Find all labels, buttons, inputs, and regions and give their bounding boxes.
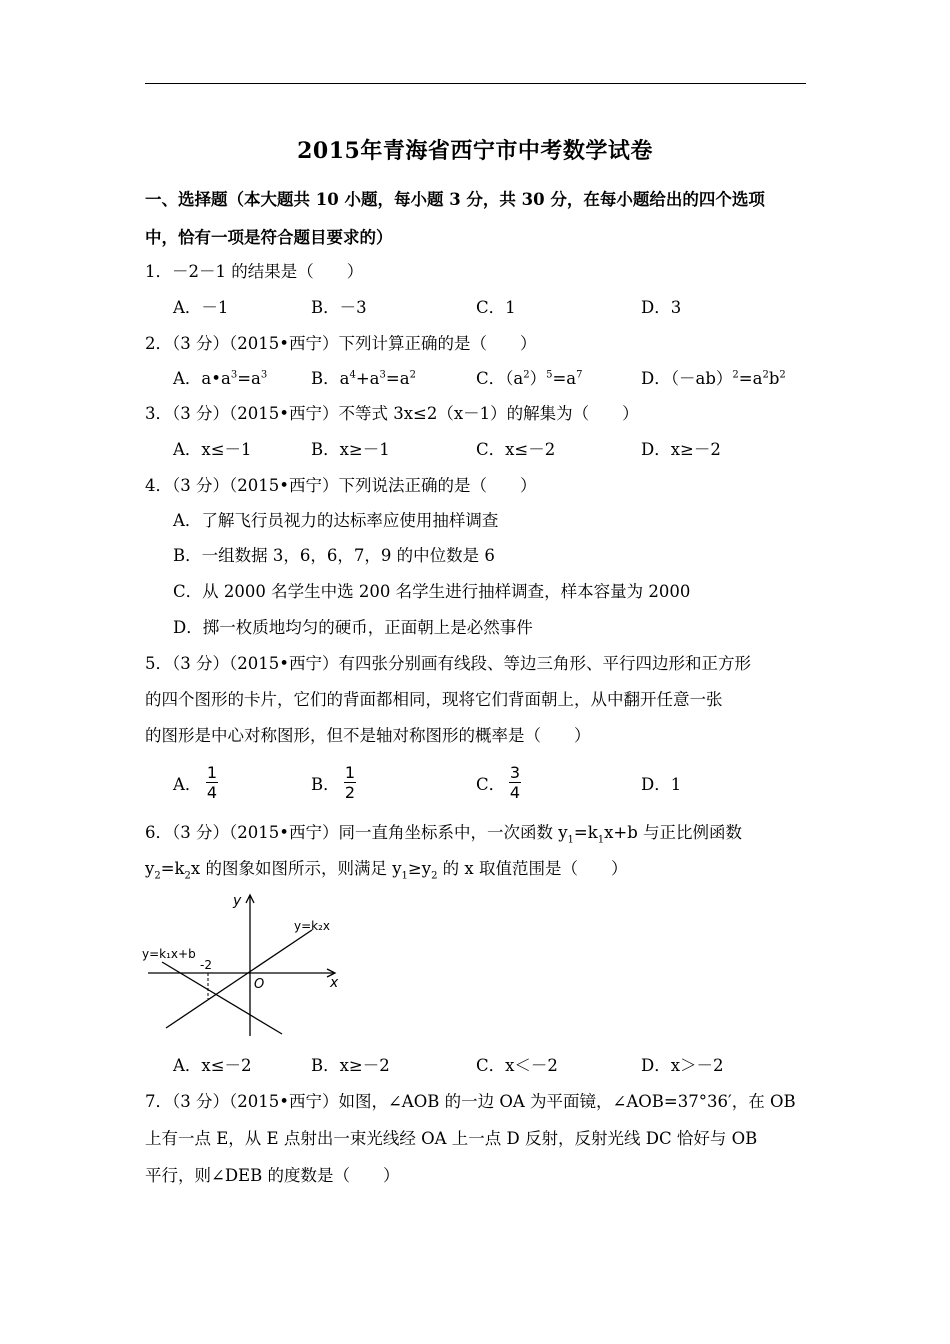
question-6-option-a: A．x≤－2 xyxy=(173,1056,252,1075)
question-4-option-c: C．从 2000 名学生中选 200 名学生进行抽样调查，样本容量为 2000 xyxy=(173,582,691,601)
question-4-option-a: A．了解飞行员视力的达标率应使用抽样调查 xyxy=(173,511,499,530)
neg2-label: -2 xyxy=(200,958,212,972)
question-3-stem: 3．（3 分）（2015•西宁）不等式 3x≤2（x－1）的解集为（ ） xyxy=(145,404,639,423)
question-6-option-d: D．x＞－2 xyxy=(641,1056,724,1075)
line-y2-k2x xyxy=(166,930,312,1028)
question-1-option-a: A．－1 xyxy=(173,298,229,317)
question-2-option-b: B．$a^4+a^3=a^2$ xyxy=(311,369,416,388)
question-7-line-3: 平行，则∠DEB 的度数是（ ） xyxy=(145,1166,400,1185)
question-6-line-1: 6．（3 分）（2015•西宁）同一直角坐标系中，一次函数 $y_1=k_1x+b$ 与正比例函数 xyxy=(145,823,743,846)
question-1-option-c: C．1 xyxy=(476,298,516,317)
question-5-option-a-fraction: 1 4 xyxy=(206,763,218,802)
question-4-option-d: D．掷一枚质地均匀的硬币，正面朝上是必然事件 xyxy=(173,618,533,637)
question-5-option-d: D．1 xyxy=(641,775,682,794)
question-6-line-2: $y_2=k_2x$ 的图象如图所示，则满足 $y_1\ge y_2$ 的 x 取值范围是（ ） xyxy=(145,859,628,882)
question-3-option-a: A．x≤－1 xyxy=(173,440,252,459)
line-y2-label: y=k₂x xyxy=(294,919,331,933)
question-5-line-2: 的四个图形的卡片，它们的背面都相同，现将它们背面朝上，从中翻开任意一张 xyxy=(145,690,723,709)
question-3-option-b: B．x≥－1 xyxy=(311,440,390,459)
page-title: 2015年青海省西宁市中考数学试卷 xyxy=(297,138,653,164)
question-2-stem: 2．（3 分）（2015•西宁）下列计算正确的是（ ） xyxy=(145,334,537,353)
question-5-option-b-fraction: 1 2 xyxy=(344,763,356,802)
question-7-line-1: 7．（3 分）（2015•西宁）如图，∠AOB 的一边 OA 为平面镜，∠AOB=37°36′，在 OB xyxy=(145,1092,796,1111)
question-3-option-d: D．x≥－2 xyxy=(641,440,721,459)
x-axis-label: x xyxy=(330,975,339,991)
question-3-option-c: C．x≤－2 xyxy=(476,440,556,459)
question-5-option-a-label: A． xyxy=(173,775,202,794)
question-5-line-1: 5．（3 分）（2015•西宁）有四张分别画有线段、等边三角形、平行四边形和正方形 xyxy=(145,654,751,673)
line-y1-label: y=k₁x+b xyxy=(142,947,196,961)
question-2-option-c: C．$(a^2)^5=a^7$ xyxy=(476,369,583,388)
question-5-option-c-fraction: 3 4 xyxy=(509,763,521,802)
header-rule xyxy=(145,83,806,84)
section-header-line-2: 中，恰有一项是符合题目要求的） xyxy=(145,228,393,247)
question-1-option-b: B．－3 xyxy=(311,298,367,317)
question-1-stem: 1．－2－1 的结果是（ ） xyxy=(145,262,364,281)
question-6-option-c: C．x＜－2 xyxy=(476,1056,558,1075)
y-axis-label: y xyxy=(233,893,242,909)
question-2-option-d: D．$(-ab)^2=a^2b^2$ xyxy=(641,369,786,388)
question-5-option-b-label: B． xyxy=(311,775,340,794)
question-5-option-c-label: C． xyxy=(476,775,506,794)
origin-label: O xyxy=(254,977,265,992)
question-6-graph xyxy=(140,888,350,1038)
question-4-option-b: B．一组数据 3，6，6，7，9 的中位数是 6 xyxy=(173,546,495,565)
question-2-option-a: A．$a•a^3=a^3$ xyxy=(173,369,268,388)
question-4-stem: 4．（3 分）（2015•西宁）下列说法正确的是（ ） xyxy=(145,476,537,495)
question-1-option-d: D．3 xyxy=(641,298,682,317)
section-header-line-1: 一、选择题（本大题共 10 小题，每小题 3 分，共 30 分，在每小题给出的四个选项 xyxy=(145,190,765,209)
question-6-option-b: B．x≥－2 xyxy=(311,1056,390,1075)
question-5-line-3: 的图形是中心对称图形，但不是轴对称图形的概率是（ ） xyxy=(145,726,591,745)
question-7-line-2: 上有一点 E，从 E 点射出一束光线经 OA 上一点 D 反射，反射光线 DC 恰好与 OB xyxy=(145,1129,758,1148)
